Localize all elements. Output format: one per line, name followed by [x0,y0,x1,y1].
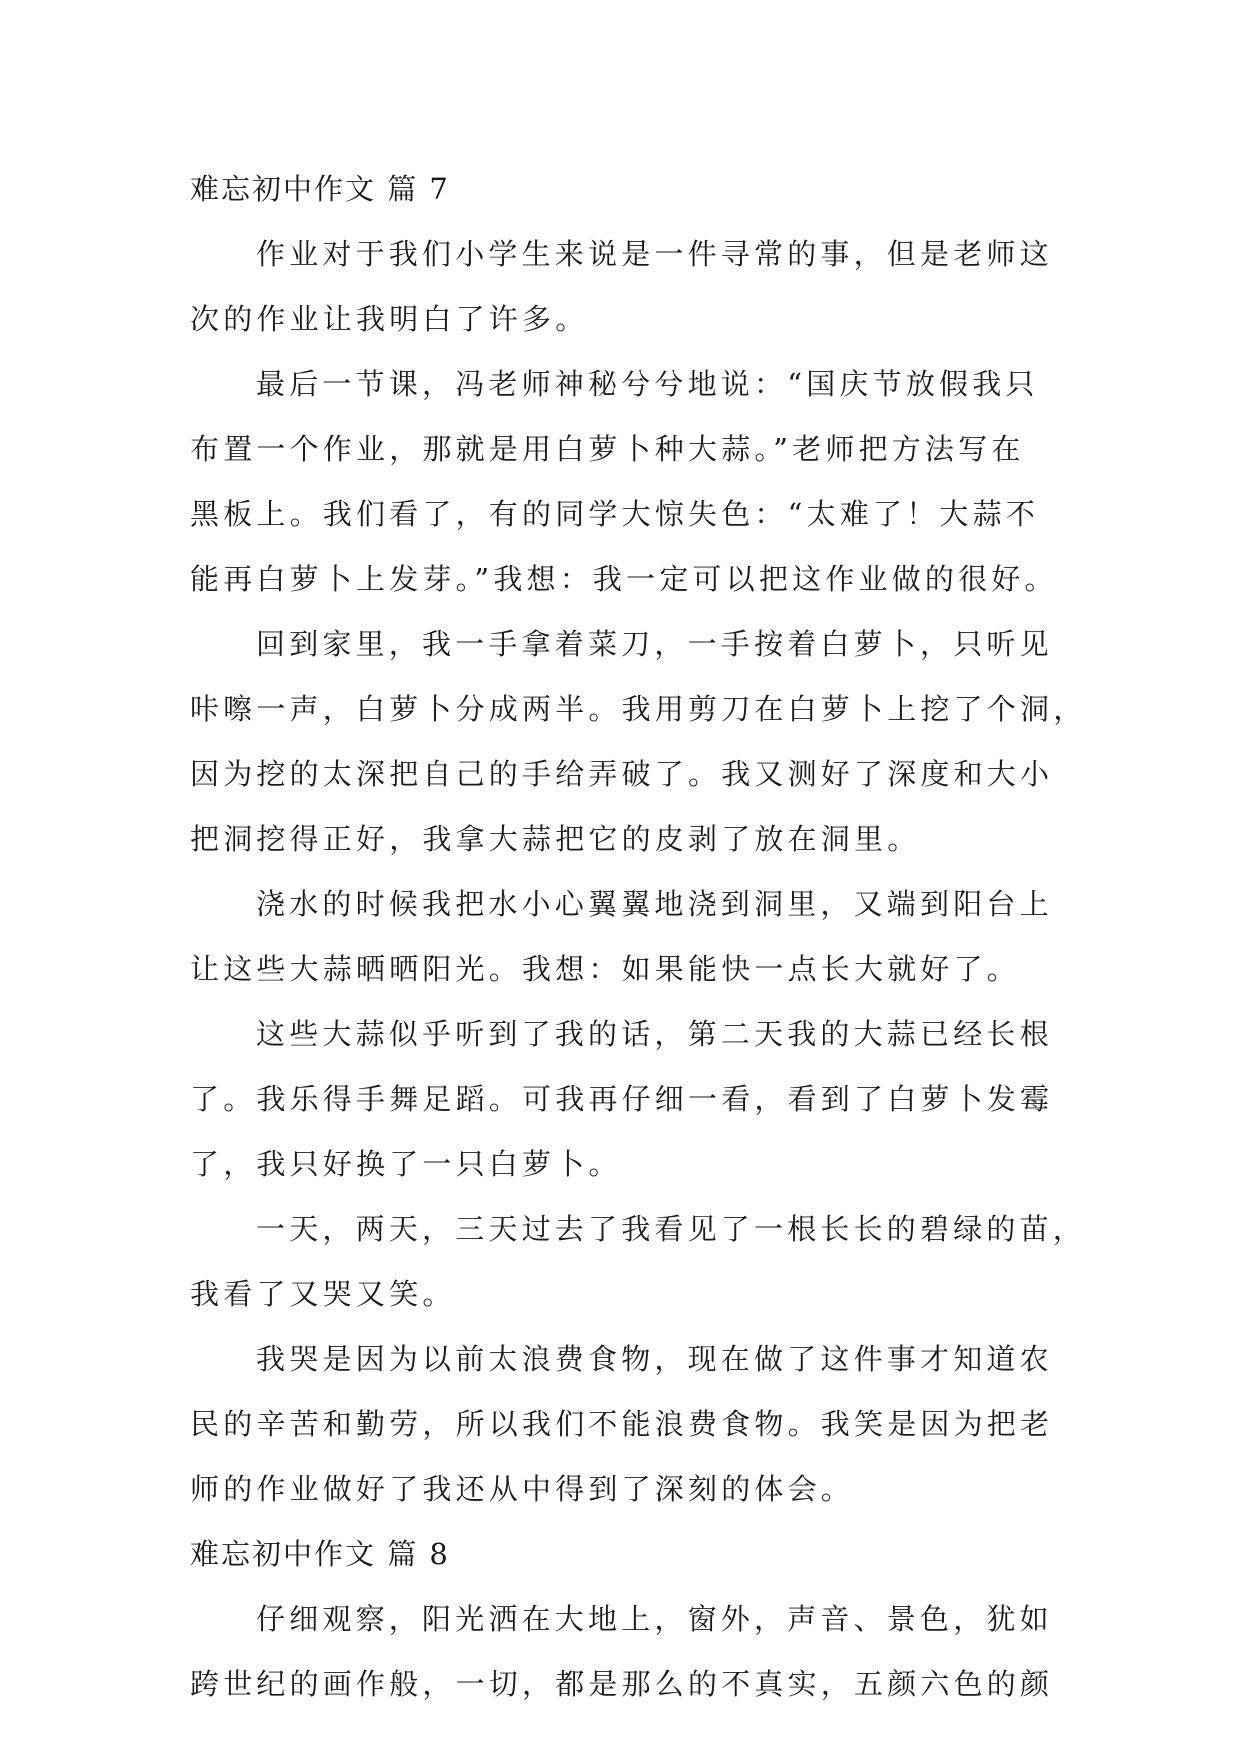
document-body [190,157,1087,1717]
paragraph-line: 师的作业做好了我还从中得到了深刻的体会。 [190,1472,855,1506]
paragraph-line: 这些大蒜似乎听到了我的话，第二天我的大蒜已经长根 [256,1017,1053,1051]
paragraph-line: 了。我乐得手舞足蹈。可我再仔细一看，看到了白萝卜发霉 [190,1082,1054,1116]
paragraph-line: 我看了又哭又笑。 [190,1277,456,1311]
paragraph-line: 浇水的时候我把水小心翼翼地浇到洞里，又端到阳台上 [256,887,1053,921]
paragraph-line: 黑板上。我们看了，有的同学大惊失色：“太难了！大蒜不 [190,497,1040,531]
paragraph-line: 咔嚓一声，白萝卜分成两半。我用剪刀在白萝卜上挖了个洞， [190,692,1087,726]
paragraph-line: 了，我只好换了一只白萝卜。 [190,1147,622,1181]
paragraph-line: 因为挖的太深把自己的手给弄破了。我又测好了深度和大小 [190,757,1054,791]
essay-heading: 难忘初中作文 篇 8 [190,1537,450,1571]
paragraph-line: 最后一节课，冯老师神秘兮兮地说：“国庆节放假我只 [256,367,1039,401]
paragraph-line: 次的作业让我明白了许多。 [190,302,589,336]
paragraph-line: 布置一个作业，那就是用白萝卜种大蒜。”老师把方法写在 [190,432,1025,466]
paragraph-line: 仔细观察，阳光洒在大地上，窗外，声音、景色，犹如 [256,1602,1053,1636]
paragraph-line: 回到家里，我一手拿着菜刀，一手按着白萝卜，只听见 [256,627,1053,661]
essay-heading: 难忘初中作文 篇 7 [190,172,450,206]
paragraph-line: 一天，两天，三天过去了我看见了一根长长的碧绿的苗， [256,1212,1087,1246]
paragraph-line: 作业对于我们小学生来说是一件寻常的事，但是老师这 [256,237,1053,271]
paragraph-line: 把洞挖得正好，我拿大蒜把它的皮剥了放在洞里。 [190,822,921,856]
paragraph-line: 能再白萝卜上发芽。”我想：我一定可以把这作业做的很好。 [190,562,1058,596]
paragraph-line: 民的辛苦和勤劳，所以我们不能浪费食物。我笑是因为把老 [190,1407,1054,1441]
paragraph-line: 让这些大蒜晒晒阳光。我想：如果能快一点长大就好了。 [190,952,1021,986]
paragraph-line: 跨世纪的画作般，一切，都是那么的不真实，五颜六色的颜 [190,1667,1054,1701]
paragraph-line: 我哭是因为以前太浪费食物，现在做了这件事才知道农 [256,1342,1053,1376]
